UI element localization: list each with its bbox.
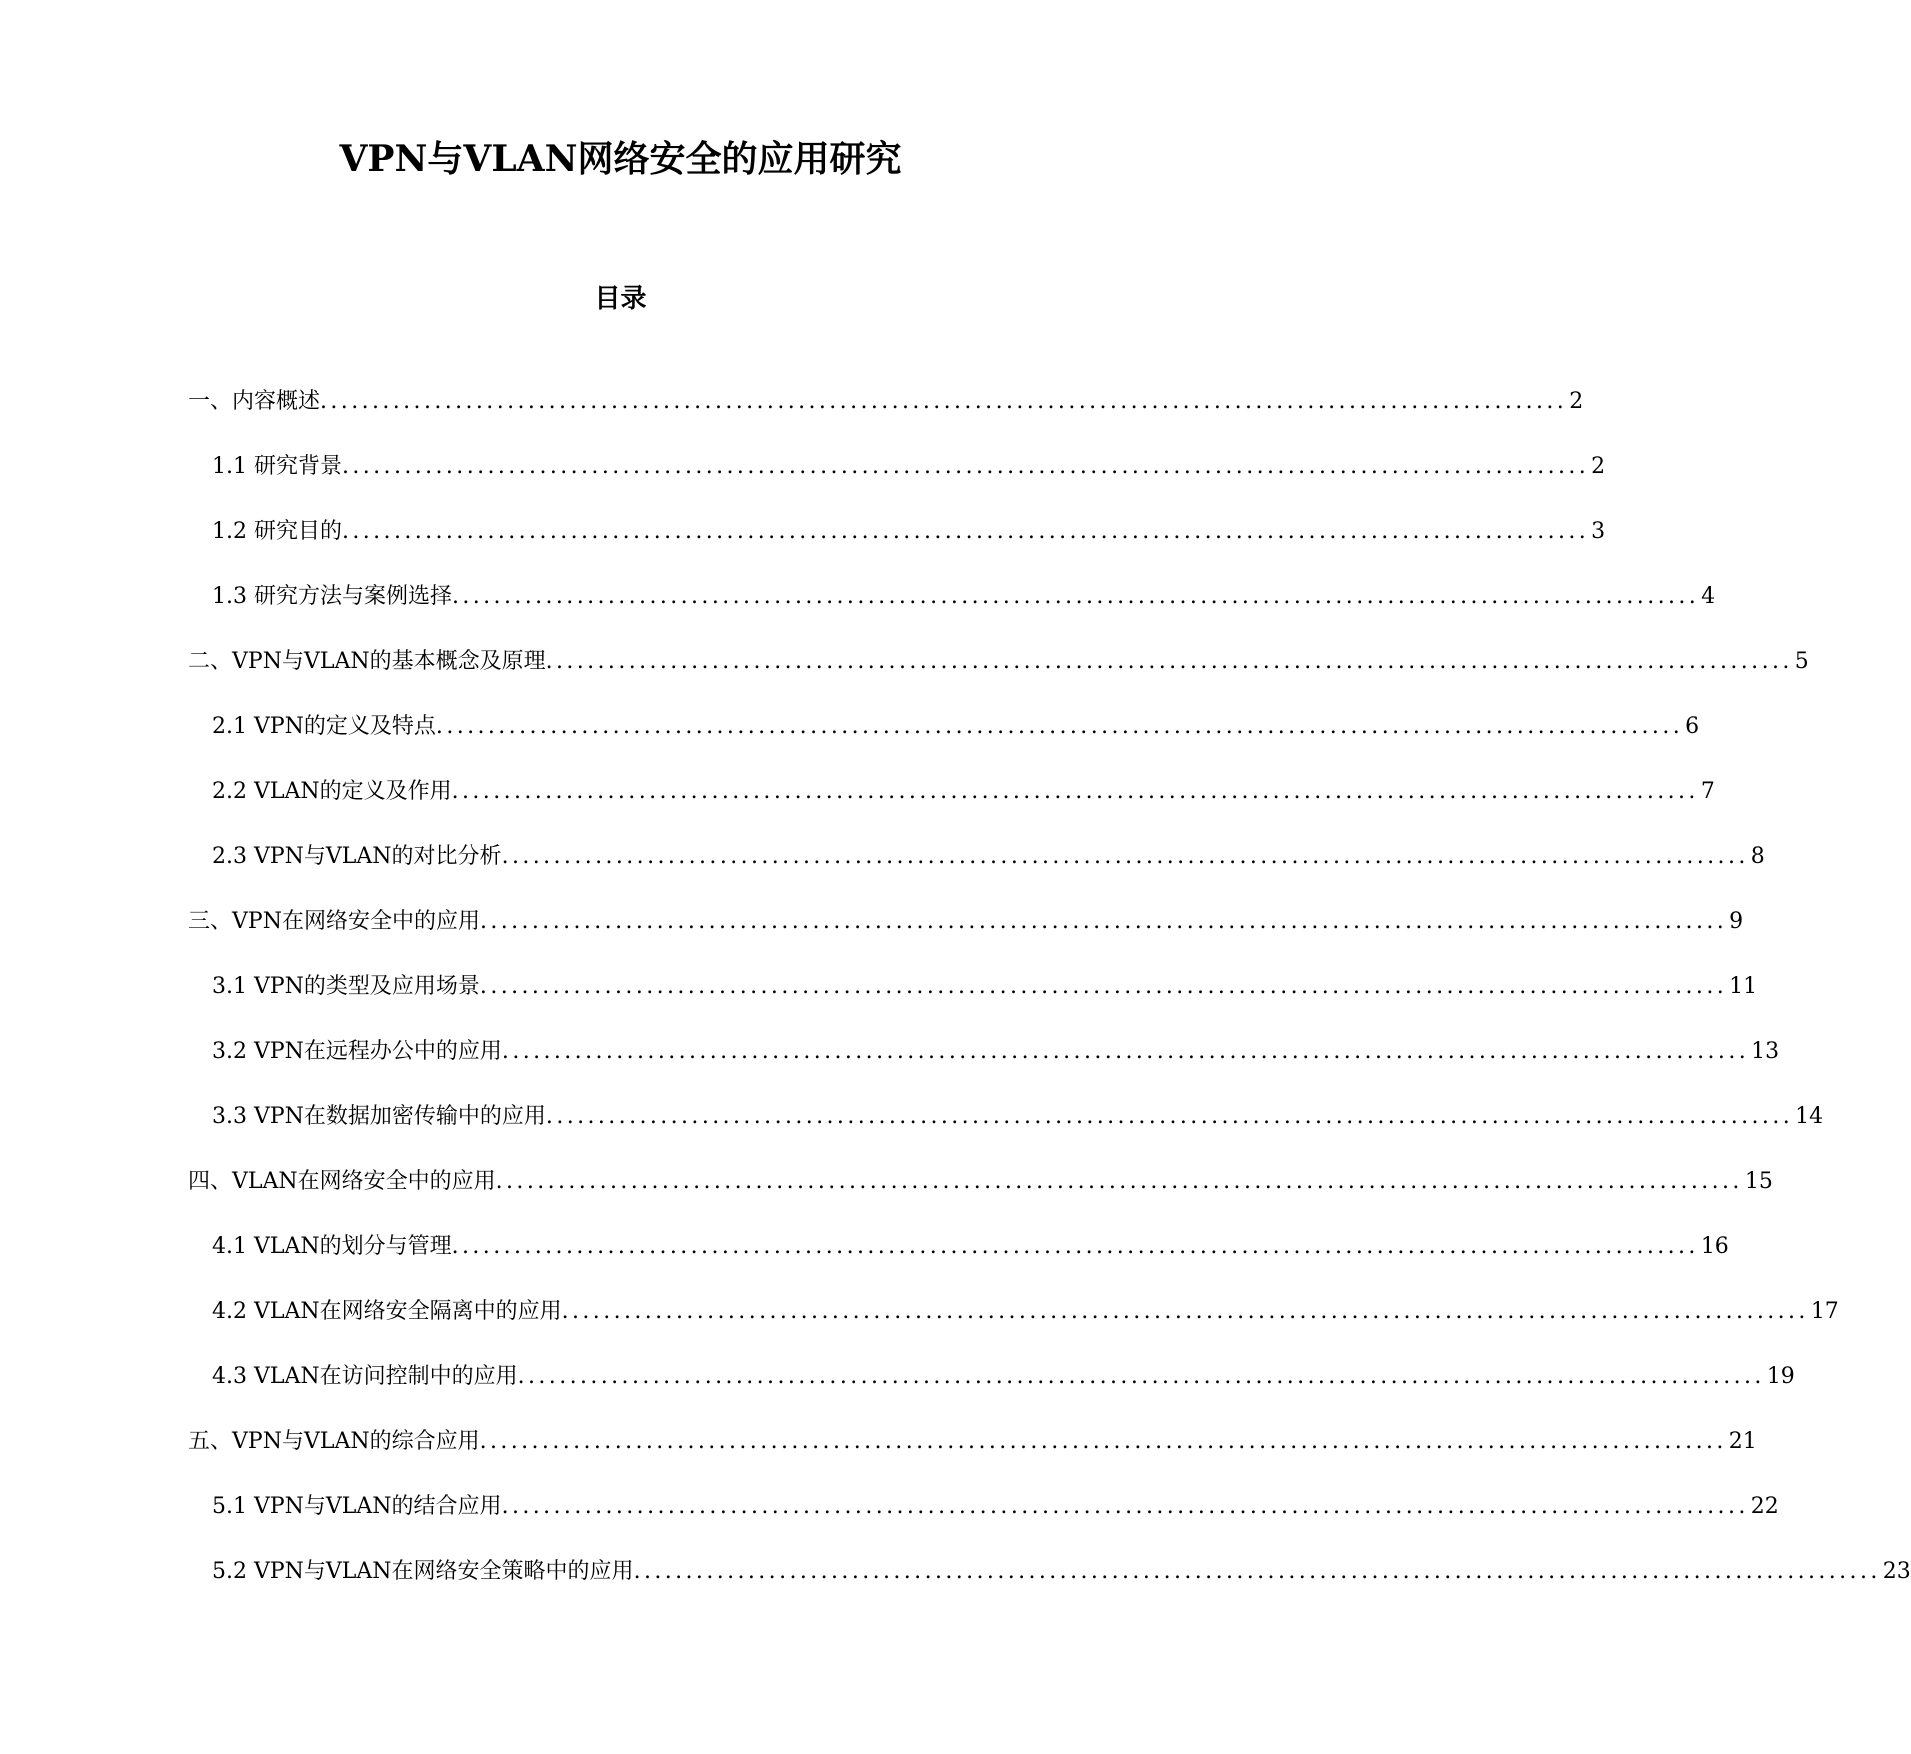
toc-entry-label: 2.2 VLAN的定义及作用 (212, 779, 452, 804)
toc-entry[interactable] (212, 516, 1606, 548)
toc-entry-page: 6 (1685, 714, 1700, 739)
toc-leader-dots: ........................................................................................................................ (341, 519, 1590, 544)
toc-entry[interactable] (212, 1101, 1824, 1133)
toc-leader-dots: ........................................................................................................................ (451, 1234, 1699, 1259)
toc-entry-label: 2.1 VPN的定义及特点 (212, 714, 436, 739)
toc-leader-dots: ........................................................................................................................ (517, 1364, 1765, 1389)
toc-entry[interactable] (188, 906, 1744, 938)
toc-leader-dots: ........................................................................................................................ (633, 1559, 1881, 1584)
toc-entry-label: 2.3 VPN与VLAN的对比分析 (212, 844, 502, 869)
toc-entry-page: 14 (1795, 1104, 1824, 1129)
toc-entry-page: 21 (1728, 1429, 1757, 1454)
toc-entry-label: 3.2 VPN在远程办公中的应用 (212, 1039, 502, 1064)
toc-entry[interactable] (212, 971, 1758, 1003)
toc-entry[interactable] (212, 451, 1606, 483)
toc-entry-page: 2 (1591, 454, 1606, 479)
toc-entry-page: 22 (1750, 1494, 1779, 1519)
toc-entry-label: 1.1 研究背景 (212, 454, 342, 479)
toc-entry-label: 1.2 研究目的 (212, 519, 342, 544)
toc-leader-dots: ........................................................................................................................ (479, 1429, 1727, 1454)
toc-entry-page: 16 (1700, 1234, 1729, 1259)
toc-entry-label: 3.1 VPN的类型及应用场景 (212, 974, 480, 999)
toc-leader-dots: ........................................................................................................................ (545, 649, 1793, 674)
toc-entry-label: 三、VPN在网络安全中的应用 (188, 909, 480, 934)
toc-leader-dots: ........................................................................................................................ (495, 1169, 1743, 1194)
toc-leader-dots: ........................................................................................................................ (561, 1299, 1809, 1324)
toc-entry-page: 9 (1729, 909, 1744, 934)
toc-entry[interactable] (212, 1556, 1911, 1588)
toc-entry-label: 5.2 VPN与VLAN在网络安全策略中的应用 (212, 1559, 634, 1584)
toc-entry-label: 二、VPN与VLAN的基本概念及原理 (188, 649, 546, 674)
toc-entry[interactable] (188, 386, 1584, 418)
toc-entry[interactable] (212, 1231, 1729, 1263)
toc-entry[interactable] (212, 776, 1715, 808)
toc-entry-page: 2 (1569, 389, 1584, 414)
toc-leader-dots: ........................................................................................................................ (451, 584, 1700, 609)
toc-leader-dots: ........................................................................................................................ (320, 389, 1568, 414)
toc-leader-dots: ........................................................................................................................ (479, 909, 1728, 934)
toc-entry[interactable] (212, 1361, 1795, 1393)
toc-leader-dots: ........................................................................................................................ (451, 779, 1699, 804)
toc-entry[interactable] (188, 1426, 1757, 1458)
toc-entry-page: 15 (1744, 1169, 1773, 1194)
toc-entry-label: 3.3 VPN在数据加密传输中的应用 (212, 1104, 546, 1129)
document-title: VPN与VLAN网络安全的应用研究 (339, 138, 902, 180)
toc-leader-dots: ........................................................................................................................ (479, 974, 1728, 999)
toc-entry-label: 四、VLAN在网络安全中的应用 (188, 1169, 496, 1194)
toc-entry-label: 五、VPN与VLAN的综合应用 (188, 1429, 480, 1454)
toc-entry-label: 4.3 VLAN在访问控制中的应用 (212, 1364, 518, 1389)
toc-entry[interactable] (212, 581, 1716, 613)
toc-entry-label: 4.1 VLAN的划分与管理 (212, 1234, 452, 1259)
toc-entry[interactable] (188, 646, 1809, 678)
toc-leader-dots: ........................................................................................................................ (435, 714, 1684, 739)
toc-leader-dots: ........................................................................................................................ (501, 1039, 1750, 1064)
toc-entry[interactable] (212, 1296, 1839, 1328)
toc-entry-page: 19 (1766, 1364, 1795, 1389)
toc-entry-page: 23 (1882, 1559, 1911, 1584)
toc-entry-label: 4.2 VLAN在网络安全隔离中的应用 (212, 1299, 562, 1324)
toc-entry[interactable] (212, 711, 1700, 743)
toc-entry-label: 5.1 VPN与VLAN的结合应用 (212, 1494, 502, 1519)
toc-entry[interactable] (212, 841, 1765, 873)
toc-entry-page: 13 (1751, 1039, 1780, 1064)
toc-entry-label: 1.3 研究方法与案例选择 (212, 584, 452, 609)
toc-entry[interactable] (212, 1491, 1779, 1523)
toc-entry-page: 8 (1750, 844, 1765, 869)
toc-entry-page: 5 (1794, 649, 1809, 674)
toc-heading: 目录 (594, 284, 647, 314)
toc-entry-page: 7 (1700, 779, 1715, 804)
toc-leader-dots: ........................................................................................................................ (545, 1104, 1794, 1129)
toc-entry-page: 17 (1810, 1299, 1839, 1324)
toc-entry-page: 11 (1729, 974, 1758, 999)
toc-leader-dots: ........................................................................................................................ (341, 454, 1590, 479)
toc-leader-dots: ........................................................................................................................ (501, 1494, 1749, 1519)
toc-entry[interactable] (212, 1036, 1780, 1068)
toc-leader-dots: ........................................................................................................................ (501, 844, 1749, 869)
toc-entry-page: 3 (1591, 519, 1606, 544)
toc-entry-page: 4 (1701, 584, 1716, 609)
toc-entry[interactable] (188, 1166, 1773, 1198)
toc-entry-label: 一、内容概述 (188, 389, 321, 414)
